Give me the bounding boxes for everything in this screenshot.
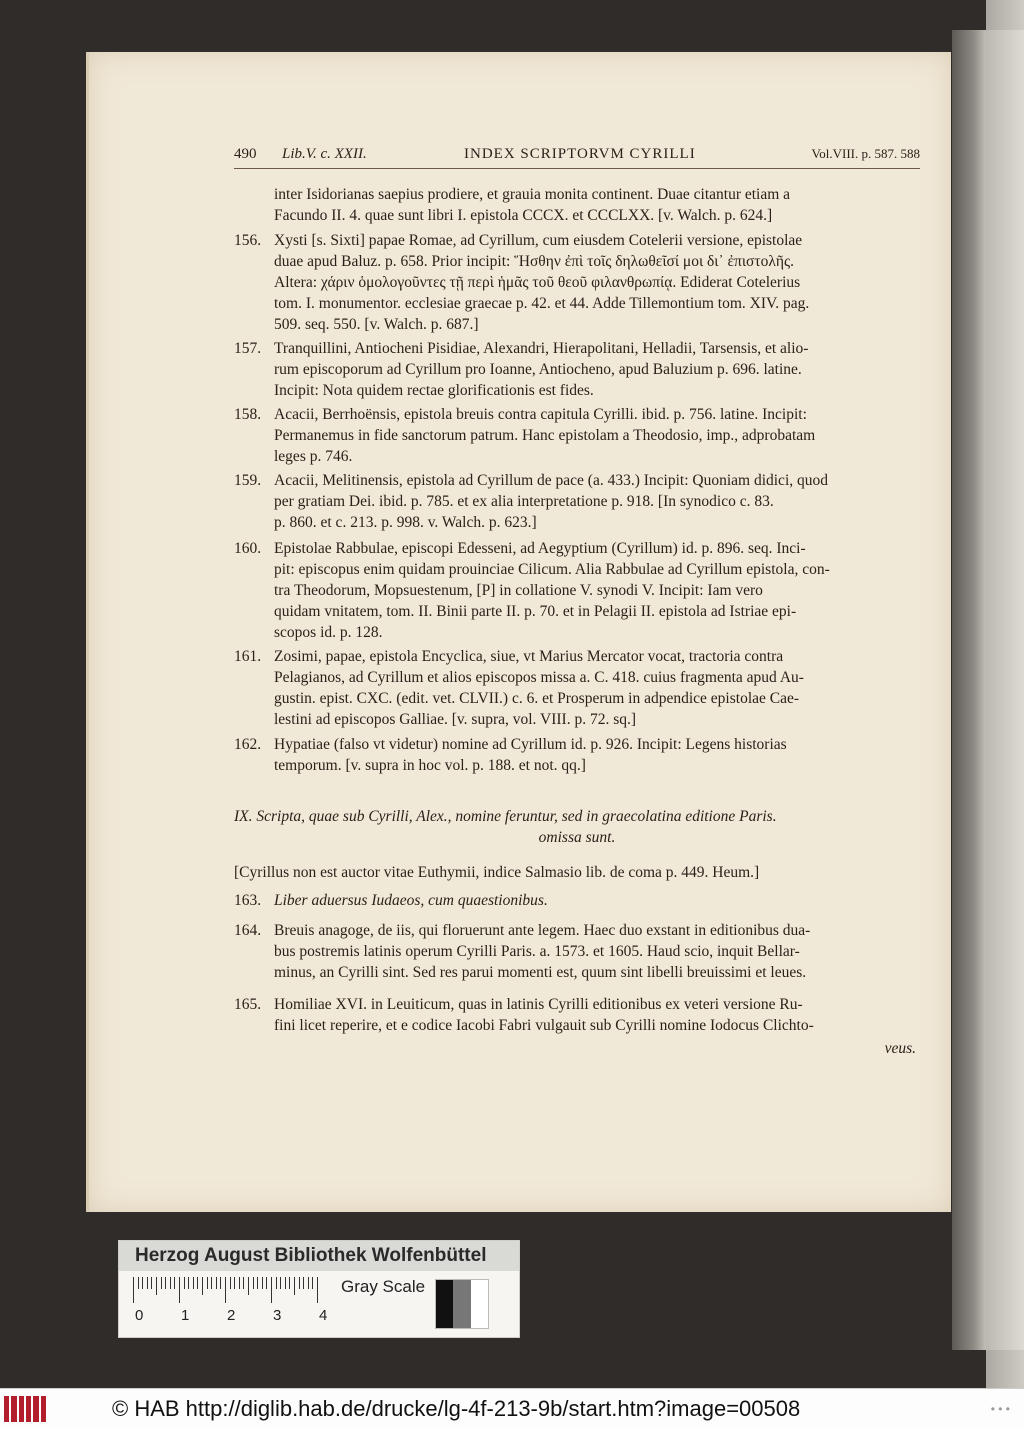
- ruler-tick: [276, 1277, 277, 1289]
- entry-number: 160.: [234, 540, 262, 557]
- gray-scale-swatches: [435, 1279, 489, 1329]
- swatch-gray: [453, 1280, 470, 1328]
- ruler-tick: [308, 1277, 309, 1289]
- entry-number: 164.: [234, 922, 262, 939]
- ruler-tick: [312, 1277, 313, 1289]
- ruler-tick: [253, 1277, 254, 1289]
- entry-line: temporum. [v. supra in hoc vol. p. 188. et not. qq.]: [274, 757, 586, 774]
- ruler-tick: [147, 1277, 148, 1289]
- ruler-tick: [202, 1277, 203, 1295]
- entry-line: leges p. 746.: [274, 448, 353, 465]
- swatch-white: [471, 1280, 488, 1328]
- entry-line: tra Theodorum, Mopsuestenum, [P] in collatione V. synodi V. Incipit: Iam vero: [274, 582, 763, 599]
- lead-line: inter Isidorianas saepius prodiere, et grauia monita continent. Duae citantur etiam a: [274, 186, 791, 203]
- ruler-tick: [216, 1277, 217, 1289]
- ruler-tick: [280, 1277, 281, 1289]
- lead-paragraph: [274, 184, 920, 226]
- entry-line: quidam vnitatem, tom. II. Binii parte II. p. 70. et in Pelagii II. epistola ad Istriae epi-: [274, 603, 797, 620]
- swatch-black: [436, 1280, 453, 1328]
- entry-line: Acacii, Berrhoënsis, epistola breuis contra capitula Cyrilli. ibid. p. 756. latine. Incipit:: [274, 406, 807, 423]
- entry-159: [234, 470, 920, 533]
- section-ix-heading: [234, 806, 920, 848]
- entry-line: rum episcoporum ad Cyrillum pro Ioanne, Antiocheno, apud Baluzium p. 696. latine.: [274, 361, 802, 378]
- entry-line: p. 860. et c. 213. p. 998. v. Walch. p. 623.]: [274, 514, 537, 531]
- ruler-tick: [271, 1277, 272, 1303]
- ruler-tick: [220, 1277, 221, 1289]
- ruler-tick: [230, 1277, 231, 1289]
- bracket-note: [Cyrillus non est auctor vitae Euthymii, indice Salmasio lib. de coma p. 449. Heum.]: [234, 864, 760, 881]
- entry-line: pit: episcopus enim quidam prouinciae Cilicum. Alia Rabbulae ad Cyrillum epistola, con-: [274, 561, 830, 578]
- ruler-number: 2: [227, 1307, 236, 1324]
- ruler-tick: [289, 1277, 290, 1289]
- ruler-number: 3: [273, 1307, 282, 1324]
- entry-number: 161.: [234, 648, 262, 665]
- ruler-tick: [303, 1277, 304, 1289]
- header-volume: Vol.VIII. p. 587. 588: [811, 146, 920, 161]
- entry-line: fini licet reperire, et e codice Iacobi Fabri vulgauit sub Cyrilli nomine Iodocus Clichto-: [274, 1017, 814, 1034]
- ruler-tick: [257, 1277, 258, 1289]
- entry-number: 156.: [234, 232, 262, 249]
- entry-line: Altera: χάριν ὁμολογοῦντες τῇ περὶ ἡμᾶς τοῦ θεοῦ φιλανθρωπίᾳ. Ediderat Cotelerius: [274, 274, 801, 291]
- ruler-number: 1: [181, 1307, 190, 1324]
- entry-158: [234, 404, 920, 467]
- card-title: Herzog August Bibliothek Wolfenbüttel: [119, 1241, 519, 1271]
- entry-number: 159.: [234, 472, 262, 489]
- entry-157: [234, 338, 920, 401]
- entry-line: Permanemus in fide sanctorum patrum. Hanc epistolam a Theodosio, imp., adprobatam: [274, 427, 816, 444]
- scale-ruler: [133, 1277, 333, 1305]
- entry-line: Hypatiae (falso vt videtur) nomine ad Cyrillum id. p. 926. Incipit: Legens historias: [274, 736, 787, 753]
- entry-161: [234, 646, 920, 730]
- entry-line: Xysti [s. Sixti] papae Romae, ad Cyrillum, cum eiusdem Cotelerii versione, epistolae: [274, 232, 803, 249]
- ruler-tick: [156, 1277, 157, 1295]
- entry-line: tom. I. monumentor. ecclesiae graecae p. 42. et 44. Adde Tillemontium tom. XIV. pag.: [274, 295, 810, 312]
- entry-line: Tranquillini, Antiocheni Pisidiae, Alexandri, Hierapolitani, Helladii, Tarsensis, et alio-: [274, 340, 809, 357]
- book-spine-strip: [986, 0, 1024, 1428]
- section-heading-line: omissa sunt.: [538, 829, 616, 846]
- entry-line: Acacii, Melitinensis, epistola ad Cyrillum de pace (a. 433.) Incipit: Quoniam didici, quod: [274, 472, 828, 489]
- entry-163: [234, 890, 920, 911]
- ruler-tick: [239, 1277, 240, 1289]
- ruler-tick: [133, 1277, 134, 1303]
- entry-line: Homiliae XVI. in Leuiticum, quas in latinis Cyrilli editionibus ex veteri versione Ru-: [274, 996, 803, 1013]
- ruler-tick: [285, 1277, 286, 1289]
- page-number: 490: [234, 146, 257, 162]
- entry-line: minus, an Cyrilli sint. Sed res parui momenti est, quum sint libelli breuissimi et leues.: [274, 964, 807, 981]
- entry-number: 157.: [234, 340, 262, 357]
- ruler-tick: [299, 1277, 300, 1289]
- ruler-tick: [174, 1277, 175, 1289]
- ruler-tick: [197, 1277, 198, 1289]
- ruler-tick: [317, 1277, 318, 1303]
- footer-dots: • • •: [990, 1402, 1010, 1416]
- hab-logo-icon: [4, 1396, 46, 1422]
- entry-line: Epistolae Rabbulae, episcopi Edesseni, ad Aegyptium (Cyrillum) id. p. 896. seq. Inci-: [274, 540, 806, 557]
- entry-165: [234, 994, 920, 1036]
- ruler-tick: [243, 1277, 244, 1289]
- footer-url[interactable]: © HAB http://diglib.hab.de/drucke/lg-4f-213-9b/start.htm?image=00508: [112, 1396, 801, 1421]
- ruler-tick: [294, 1277, 295, 1295]
- header-title: INDEX SCRIPTORVM CYRILLI: [464, 146, 696, 162]
- lead-line: Facundo II. 4. quae sunt libri I. epistola CCCX. et CCCLXX. [v. Walch. p. 624.]: [274, 207, 773, 224]
- ruler-tick: [138, 1277, 139, 1289]
- entry-160: [234, 538, 920, 643]
- ruler-tick: [184, 1277, 185, 1289]
- ruler-tick: [234, 1277, 235, 1289]
- entry-line: Incipit: Nota quidem rectae glorificationis est fides.: [274, 382, 594, 399]
- ruler-number: 4: [319, 1307, 328, 1324]
- entry-line: bus postremis latinis operum Cyrilli Paris. a. 1573. et 1605. Haud scio, inquit Bellar-: [274, 943, 800, 960]
- entry-162: [234, 734, 920, 776]
- gray-scale-label: Gray Scale: [341, 1277, 426, 1296]
- ruler-tick: [142, 1277, 143, 1289]
- entry-line: per gratiam Dei. ibid. p. 785. et ex alia interpretatione p. 918. [In synodico c. 83.: [274, 493, 774, 510]
- entry-line: Breuis anagoge, de iis, qui floruerunt ante legem. Haec duo exstant in editionibus dua-: [274, 922, 811, 939]
- ruler-tick: [188, 1277, 189, 1289]
- entry-line: Zosimi, papae, epistola Encyclica, siue, vt Marius Mercator vocat, tractoria contra: [274, 648, 784, 665]
- entry-156: [234, 230, 920, 335]
- entry-line: duae apud Baluz. p. 658. Prior incipit: Ἥσθην ἐπὶ τοῖς δηλωθεῖσί μοι δι᾽ ἐπιστολῆς.: [274, 253, 794, 270]
- entry-164: [234, 920, 920, 983]
- ruler-tick: [179, 1277, 180, 1303]
- ruler-number: 0: [135, 1307, 144, 1324]
- entry-line: lestini ad episcopos Galliae. [v. supra, vol. VIII. p. 72. sq.]: [274, 711, 637, 728]
- entry-number: 165.: [234, 996, 262, 1013]
- section-heading-line: IX. Scripta, quae sub Cyrilli, Alex., nomine feruntur, sed in graecolatina editione Paris.: [234, 808, 777, 825]
- ruler-tick: [165, 1277, 166, 1289]
- ruler-tick: [266, 1277, 267, 1289]
- color-calibration-card: [118, 1240, 520, 1338]
- ruler-tick: [262, 1277, 263, 1289]
- ruler-tick: [211, 1277, 212, 1289]
- running-header: [234, 146, 920, 169]
- ruler-tick: [225, 1277, 226, 1303]
- footer-bar: [0, 1388, 1024, 1429]
- ruler-tick: [207, 1277, 208, 1289]
- ruler-tick: [248, 1277, 249, 1295]
- entry-line: 509. seq. 550. [v. Walch. p. 687.]: [274, 316, 479, 333]
- ruler-tick: [161, 1277, 162, 1289]
- entry-number: 158.: [234, 406, 262, 423]
- entry-line: gustin. epist. CXC. (edit. vet. CLVII.) c. 6. et Prosperum in adpendice epistolae Cae-: [274, 690, 800, 707]
- entry-number: 163.: [234, 892, 262, 909]
- entry-line: Liber aduersus Iudaeos, cum quaestionibus.: [274, 892, 548, 909]
- entry-number: 162.: [234, 736, 262, 753]
- entry-line: Pelagianos, ad Cyrillum et alios episcopos missa a. C. 418. cuius fragmenta apud Au-: [274, 669, 804, 686]
- header-section: Lib.V. c. XXII.: [282, 146, 367, 162]
- ruler-tick: [193, 1277, 194, 1289]
- entry-line: scopos id. p. 128.: [274, 624, 383, 641]
- ruler-tick: [170, 1277, 171, 1289]
- closing-word: veus.: [884, 1040, 916, 1057]
- ruler-tick: [151, 1277, 152, 1289]
